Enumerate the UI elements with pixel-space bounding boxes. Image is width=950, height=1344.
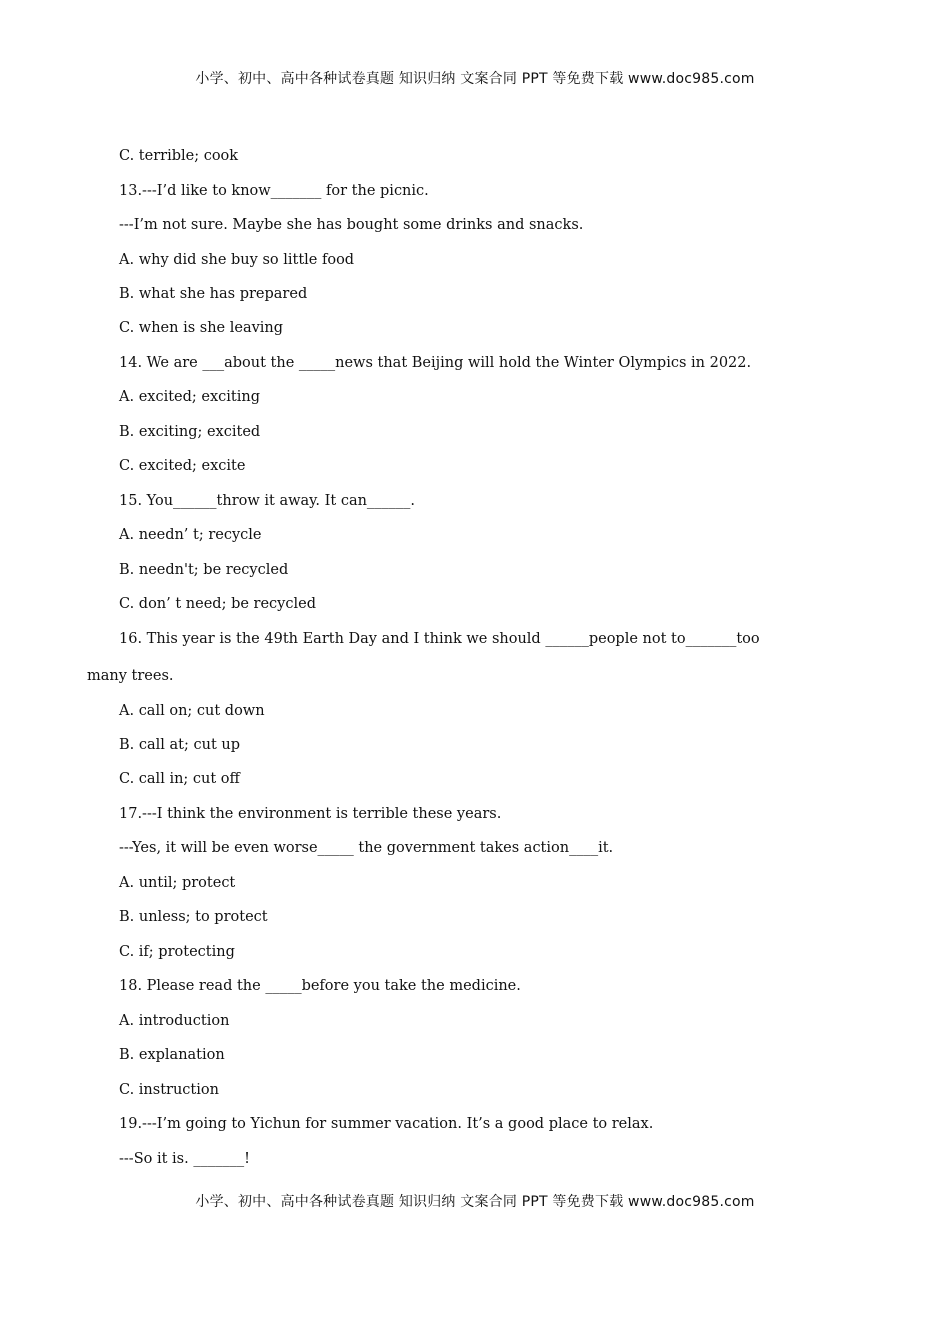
page-footer: 小学、初中、高中各种试卷真题 知识归纳 文案合同 PPT 等免费下载 www.doc985.com bbox=[195, 1194, 755, 1210]
option-18a: A. introduction bbox=[119, 1013, 230, 1029]
question-13-reply: ---I’m not sure. Maybe she has bought some drinks and snacks. bbox=[119, 217, 584, 233]
page-header: 小学、初中、高中各种试卷真题 知识归纳 文案合同 PPT 等免费下载 www.doc985.com bbox=[195, 71, 755, 87]
option-12c: C. terrible; cook bbox=[119, 148, 239, 164]
option-18b: B. explanation bbox=[119, 1047, 225, 1063]
question-16-continued: many trees. bbox=[87, 668, 174, 684]
option-13b: B. what she has prepared bbox=[119, 286, 308, 302]
option-14b: B. exciting; excited bbox=[119, 424, 261, 440]
question-14: 14. We are ___about the _____news that Beijing will hold the Winter Olympics in 2022. bbox=[119, 355, 752, 371]
option-15b: B. needn't; be recycled bbox=[119, 562, 289, 578]
option-17b: B. unless; to protect bbox=[119, 909, 268, 925]
option-13a: A. why did she buy so little food bbox=[119, 252, 355, 268]
option-17a: A. until; protect bbox=[119, 875, 236, 891]
question-13-prompt: 13.---I’d like to know_______ for the picnic. bbox=[119, 183, 429, 199]
question-17-reply: ---Yes, it will be even worse_____ the government takes action____it. bbox=[119, 840, 614, 856]
option-18c: C. instruction bbox=[119, 1082, 219, 1098]
option-15a: A. needn’ t; recycle bbox=[119, 527, 262, 543]
option-17c: C. if; protecting bbox=[119, 944, 235, 960]
option-13c: C. when is she leaving bbox=[119, 320, 284, 336]
option-16b: B. call at; cut up bbox=[119, 737, 241, 753]
question-18: 18. Please read the _____before you take the medicine. bbox=[119, 978, 521, 994]
question-19-prompt: 19.---I’m going to Yichun for summer vacation. It’s a good place to relax. bbox=[119, 1116, 654, 1132]
option-14a: A. excited; exciting bbox=[119, 389, 260, 405]
option-14c: C. excited; excite bbox=[119, 458, 246, 474]
question-15: 15. You______throw it away. It can______. bbox=[119, 493, 416, 509]
option-15c: C. don’ t need; be recycled bbox=[119, 596, 316, 612]
option-16a: A. call on; cut down bbox=[119, 703, 265, 719]
option-16c: C. call in; cut off bbox=[119, 771, 240, 787]
question-19-reply: ---So it is. _______! bbox=[119, 1151, 250, 1167]
question-17-prompt: 17.---I think the environment is terrible these years. bbox=[119, 806, 502, 822]
question-16: 16. This year is the 49th Earth Day and I think we should ______people not to_______too bbox=[119, 631, 760, 647]
